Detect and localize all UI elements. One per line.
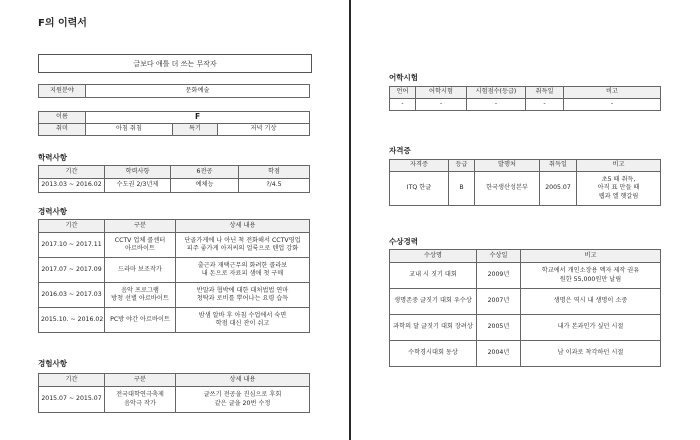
- motto-text: 글보다 애틀 더 쓰는 무작자: [133, 59, 217, 68]
- certificates-table: [389, 159, 661, 206]
- certificates-header: 취득일: [540, 160, 577, 172]
- table-row: [39, 283, 310, 308]
- experience-detail-line: 글쓰기 전공을 진심으로 후회: [203, 391, 282, 399]
- language-header: 어학시험: [416, 87, 467, 99]
- career-header: 기간: [39, 220, 105, 233]
- left-page: [0, 0, 349, 440]
- language-header: 시험점수(등급): [467, 87, 526, 99]
- field-value: 문화예술: [86, 85, 310, 98]
- experience-title: 경험사항: [38, 359, 67, 368]
- career-detail-line: 내 돈으로 자료피 샘애 첫 구매: [201, 270, 284, 277]
- certificates-header: 발행처: [475, 160, 540, 172]
- experience-period: 2015.07 ~ 2015.07: [39, 387, 105, 413]
- education-cell: 예체능: [171, 179, 239, 193]
- skill-label: 특기: [173, 124, 218, 136]
- career-header: 구분: [105, 220, 176, 233]
- career-type-line: 아르바이트: [125, 245, 155, 252]
- career-detail-line: 반말과 협박에 대한 대처법법 연마: [196, 286, 289, 294]
- award-date: 2009년: [477, 263, 521, 289]
- certificates-header: 자격증: [390, 160, 449, 172]
- education-header: 학점: [239, 166, 310, 179]
- experience-detail-line: 같은 글을 20번 수정: [214, 399, 271, 407]
- career-type-line: PC방 야간 아르바이트: [110, 315, 170, 323]
- career-detail-line: 학점 대신 잔이 쉬고: [215, 320, 270, 327]
- award-name: 과학의 달 글짓기 대회 장려상: [390, 315, 477, 341]
- education-header: 6전공: [171, 166, 239, 179]
- certificate-note-line: 아직 표 만들 때: [597, 184, 640, 192]
- career-period: 2016.03 ~ 2017.03: [39, 283, 105, 308]
- language-header: 취득일: [526, 87, 564, 99]
- right-page: [351, 0, 700, 440]
- experience-type-line: 전국대학연극축제: [116, 391, 164, 399]
- certificate-date: 2005.07: [540, 172, 577, 206]
- certificates-header: 등급: [449, 160, 475, 172]
- award-note-line: 내가 본과인가 싶던 시절: [557, 323, 624, 331]
- awards-header: 비고: [521, 250, 661, 263]
- table-row: [39, 233, 310, 258]
- language-cell: -: [467, 99, 526, 111]
- award-note-line: 원한 55,000원만 날림: [559, 275, 622, 283]
- awards-header: 수상일: [477, 250, 521, 263]
- education-cell: ?/4.5: [239, 179, 310, 193]
- career-detail-line: 청탁과 로비를 뿌어나는 요령 습득: [196, 295, 289, 302]
- awards-table: [389, 249, 661, 367]
- career-table: [38, 219, 310, 333]
- table-row: [39, 387, 310, 413]
- table-row: [390, 289, 661, 315]
- profile-table: [38, 111, 310, 136]
- table-row: [390, 263, 661, 289]
- award-note-line: 남 이과로 착각하던 시절: [557, 349, 624, 357]
- award-date: 2005년: [477, 315, 521, 341]
- award-name: 생명존중 글짓기 대회 우수상: [390, 289, 477, 315]
- education-table: [38, 165, 310, 193]
- experience-table: [38, 373, 310, 413]
- certificate-name: ITQ 한글: [390, 172, 449, 206]
- education-title: 학력사항: [38, 153, 67, 162]
- field-label: 지원분야: [39, 85, 86, 98]
- language-title: 어학시험: [389, 73, 418, 82]
- certificate-grade: B: [449, 172, 475, 206]
- experience-header: 기간: [39, 374, 105, 387]
- language-header: 비고: [564, 87, 661, 99]
- motto-box: [38, 54, 312, 73]
- skill-value: 저녁 기상: [218, 124, 310, 136]
- career-detail-line: 밤샘 알바 후 아침 수업에서 숙면: [198, 311, 287, 319]
- table-row: [39, 179, 310, 193]
- table-row: [39, 308, 310, 333]
- experience-header: 상세 내용: [176, 374, 310, 387]
- hobby-label: 취미: [39, 124, 86, 136]
- language-cell: -: [564, 99, 661, 111]
- field-table: [38, 84, 310, 98]
- language-cell: -: [390, 99, 416, 111]
- awards-header: 수상명: [390, 250, 477, 263]
- certificates-title: 자격증: [389, 146, 411, 155]
- education-header: 기간: [39, 166, 105, 179]
- name-value: F: [86, 112, 310, 124]
- career-type-line: CCTV 업체 콜센터: [114, 236, 166, 244]
- career-detail-line: 단골가게에 나 아닌 척 전화해서 CCTV영업: [184, 236, 301, 244]
- award-note-line: 생명은 역시 내 생명이 소중: [553, 297, 628, 305]
- career-type-line: 음악 프로그램: [121, 286, 159, 294]
- career-period: 2017.07 ~ 2017.09: [39, 258, 105, 283]
- language-cell: -: [526, 99, 564, 111]
- resume-title: F의 이력서: [38, 18, 87, 29]
- table-row: [390, 172, 661, 206]
- certificate-issuer: 한국생산성본부: [475, 172, 540, 206]
- experience-header: 구분: [105, 374, 176, 387]
- table-row: [390, 315, 661, 341]
- career-detail-line: 피주 좋가게 아저씨의 얼룩으로 텐업 강화: [186, 245, 299, 252]
- career-type-line: 방청 선별 아르바이트: [111, 295, 169, 302]
- table-row: [39, 258, 310, 283]
- award-date: 2004년: [477, 341, 521, 367]
- certificate-note-line: 초5 때 취득,: [601, 175, 636, 183]
- career-period: 2017.10 ~ 2017.11: [39, 233, 105, 258]
- language-header: 언어: [390, 87, 416, 99]
- certificate-note-line: 웹과 엘 헷갈림: [598, 192, 639, 200]
- education-header: 학력사항: [105, 166, 171, 179]
- award-name: 교내 시 짓기 대회: [390, 263, 477, 289]
- career-header: 상세 내용: [176, 220, 310, 233]
- table-row: [390, 99, 661, 111]
- career-detail-line: 출근과 재택근무의 화려한 콜라보: [197, 261, 288, 269]
- language-cell: -: [416, 99, 467, 111]
- name-label: 이름: [39, 112, 86, 124]
- awards-title: 수상경력: [389, 237, 418, 246]
- experience-type-line: 음악극 작가: [124, 399, 156, 407]
- career-period: 2015.10. ~ 2016.02: [39, 308, 105, 333]
- education-cell: 2013.03 ~ 2016.02: [39, 179, 105, 193]
- career-type-line: 드라마 보조작가: [118, 265, 162, 273]
- career-title: 경력사항: [38, 207, 67, 216]
- certificates-header: 비고: [577, 160, 661, 172]
- table-row: [390, 341, 661, 367]
- award-name: 수학경시대회 동상: [390, 341, 477, 367]
- hobby-value: 아침 취침: [86, 124, 173, 136]
- language-table: [389, 86, 661, 111]
- education-cell: 수도권 2/3년제: [105, 179, 171, 193]
- award-note-line: 학교에서 개인소장용 액자 제작 권유: [541, 267, 640, 275]
- award-date: 2007년: [477, 289, 521, 315]
